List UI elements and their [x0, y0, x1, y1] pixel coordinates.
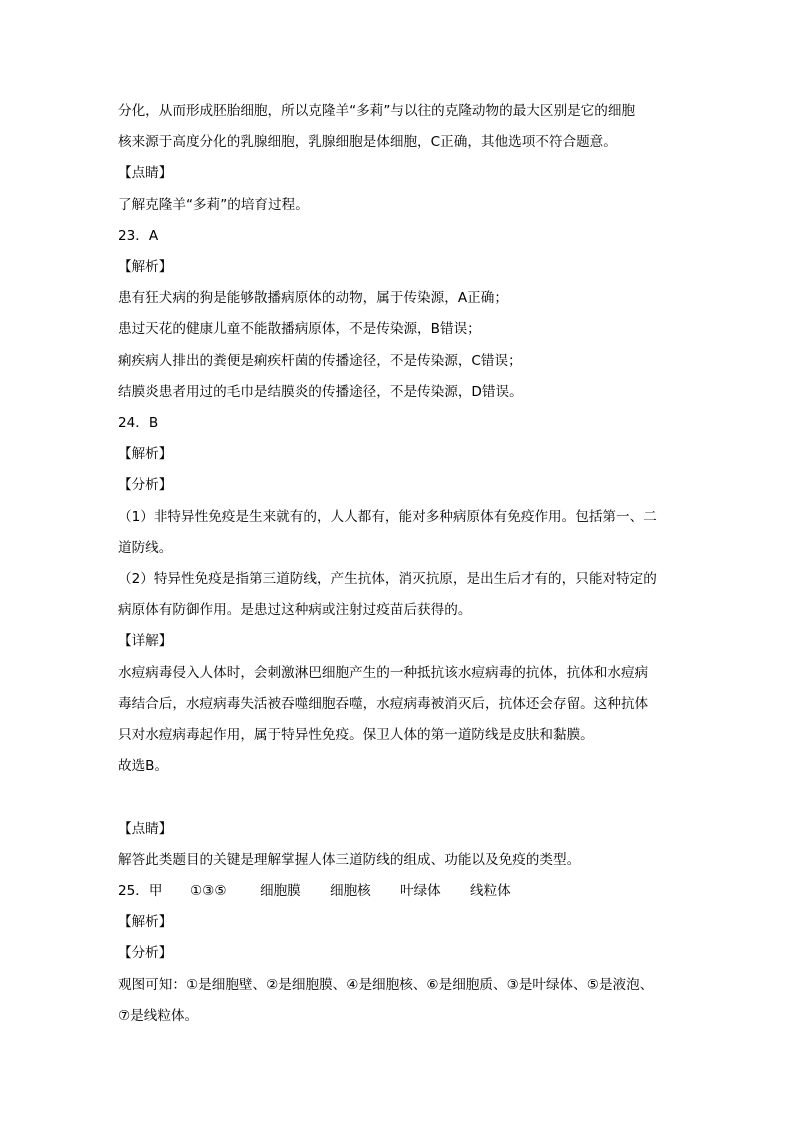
section-heading: 【详解】: [118, 633, 173, 649]
text-line: 毒结合后，水痘病毒失活被吞噬细胞吞噬，水痘病毒被消灭后，抗体还会存留。这种抗体: [118, 696, 649, 712]
section-heading: 【分析】: [118, 477, 173, 493]
text-line: （1）非特异性免疫是生来就有的，人人都有，能对多种病原体有免疫作用。包括第一、二: [118, 509, 657, 525]
text-line: 患有狂犬病的狗是能够散播病原体的动物，属于传染源，A正确；: [118, 290, 508, 306]
text-line: 了解克隆羊“多莉”的培育过程。: [118, 197, 309, 213]
answer-blank: 细胞核: [330, 883, 371, 899]
question-number: 24．B: [118, 415, 159, 431]
section-heading: 【分析】: [118, 945, 173, 961]
text-line: ⑦是线粒体。: [118, 1008, 199, 1024]
text-line: 病原体有防御作用。是患过这种病或注射过疫苗后获得的。: [118, 602, 472, 618]
section-heading: 【解析】: [118, 446, 173, 462]
question-number: 25．甲: [118, 883, 163, 899]
section-heading: 【解析】: [118, 914, 173, 930]
text-line: （2）特异性免疫是指第三道防线，产生抗体，消灭抗原，是出生后才有的，只能对特定的: [118, 571, 657, 587]
text-line: 观图可知：①是细胞壁、②是细胞膜、④是细胞核、⑥是细胞质、③是叶绿体、⑤是液泡、: [118, 977, 654, 993]
answer-blank: 叶绿体: [400, 883, 441, 899]
text-line: 结膜炎患者用过的毛巾是结膜炎的传播途径，不是传染源，D错误。: [118, 384, 523, 400]
text-line: 道防线。: [118, 540, 173, 556]
text-line: 只对水痘病毒起作用，属于特异性免疫。保卫人体的第一道防线是皮肤和黏膜。: [118, 727, 594, 743]
section-heading: 【点睛】: [118, 821, 173, 837]
text-line: 水痘病毒侵入人体时，会刺激淋巴细胞产生的一种抵抗该水痘病毒的抗体，抗体和水痘病: [118, 665, 649, 681]
answer-blank: ①③⑤: [190, 883, 227, 899]
question-number: 23．A: [118, 228, 159, 244]
section-heading: 【解析】: [118, 259, 173, 275]
text-line: 故选B。: [118, 758, 169, 774]
text-line: 痢疾病人排出的粪便是痢疾杆菌的传播途径，不是传染源，C错误；: [118, 353, 522, 369]
text-line: 核来源于高度分化的乳腺细胞，乳腺细胞是体细胞，C正确，其他选项不符合题意。: [118, 134, 617, 150]
text-line: 患过天花的健康儿童不能散播病原体，不是传染源，B错误；: [118, 321, 481, 337]
text-line: 分化，从而形成胚胎细胞，所以克隆羊“多莉”与以往的克隆动物的最大区别是它的细胞: [118, 103, 636, 119]
text-line: 解答此类题目的关键是理解掌握人体三道防线的组成、功能以及免疫的类型。: [118, 852, 581, 868]
section-heading: 【点睛】: [118, 165, 173, 181]
answer-blank: 线粒体: [470, 883, 511, 899]
answer-blank: 细胞膜: [260, 883, 301, 899]
